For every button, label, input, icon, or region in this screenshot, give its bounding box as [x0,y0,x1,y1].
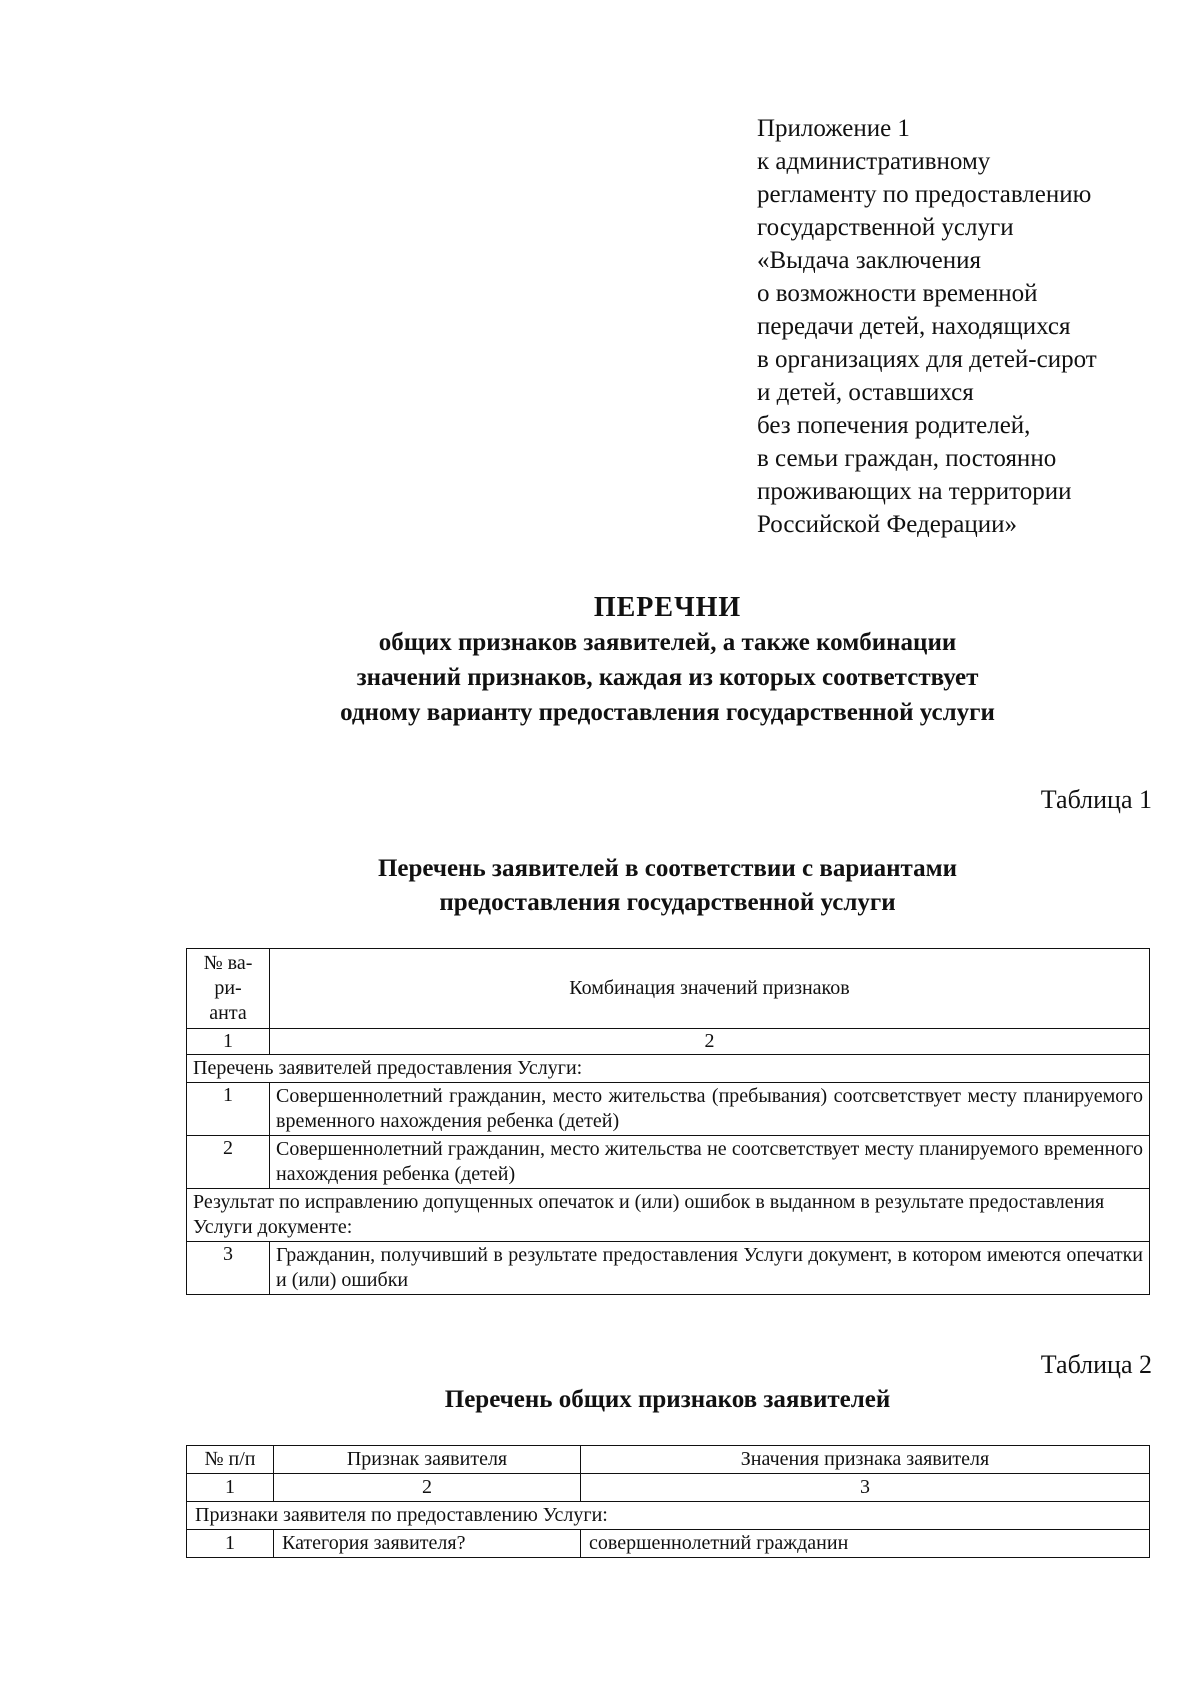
title-main: ПЕРЕЧНИ [593,592,742,623]
variant-number: 2 [187,1136,270,1189]
appendix-line: государственной услуги [757,214,1014,241]
table-row [187,1242,1150,1295]
appendix-line: «Выдача заключения [757,247,981,274]
table-row [187,1083,1150,1136]
header-combination: Комбинация значений признаков [270,949,1150,1029]
header-text: анта [209,1002,247,1024]
table1-title-line: предоставления государственной услуги [439,889,896,916]
applicants-table [186,948,1150,1295]
appendix-line: к административному [757,148,991,175]
appendix-line: в семьи граждан, постоянно [757,445,1057,472]
table2-label: Таблица 2 [1040,1350,1152,1379]
column-number: 2 [274,1474,581,1502]
header-feature-values: Значения признака заявителя [581,1446,1150,1474]
appendix-line: в организациях для детей-сирот [757,346,1097,373]
appendix-line: проживающих на территории [757,478,1072,505]
appendix-line: Приложение 1 [757,115,910,142]
appendix-line: о возможности временной [757,280,1038,307]
column-number: 3 [581,1474,1150,1502]
variant-description: Совершеннолетний гражданин, место жительства не соотсветствует месту планируемого временного нахождения ребенка (детей) [270,1136,1150,1189]
feature-name: Категория заявителя? [274,1530,581,1558]
table-header-row [187,949,1150,1029]
variant-number: 3 [187,1242,270,1295]
header-row-number: № п/п [187,1446,274,1474]
appendix-line: и детей, оставшихся [757,379,974,406]
header-feature: Признак заявителя [274,1446,581,1474]
document-title [150,590,1185,730]
section-heading: Признаки заявителя по предоставлению Услуги: [187,1502,1150,1530]
appendix-line: Российской Федерации» [757,511,1018,538]
table2-title: Перечень общих признаков заявителей [444,1386,891,1413]
variant-description: Совершеннолетний гражданин, место жительства (пребывания) соотсветствует месту планируемого временного нахождения ребенка (детей) [270,1083,1150,1136]
appendix-line: передачи детей, находящихся [757,313,1071,340]
table-section-row [187,1502,1150,1530]
header-variant-number [187,949,270,1029]
feature-value: совершеннолетний гражданин [581,1530,1150,1558]
table1-label: Таблица 1 [1040,785,1152,814]
row-number: 1 [187,1530,274,1558]
table-row [187,1136,1150,1189]
table-number-row [187,1029,1150,1055]
table-section-row [187,1055,1150,1083]
appendix-line: без попечения родителей, [757,412,1031,439]
table-number-row [187,1474,1150,1502]
variant-number: 1 [187,1083,270,1136]
title-line: значений признаков, каждая из которых соответствует [356,664,979,691]
header-text: ри- [214,977,242,999]
column-number: 1 [187,1474,274,1502]
features-table [186,1445,1150,1558]
table1-title [150,852,1185,920]
appendix-line: регламенту по предоставлению [757,181,1092,208]
column-number: 1 [187,1029,270,1055]
variant-description: Гражданин, получивший в результате предоставления Услуги документ, в котором имеются опечатки и (или) ошибки [270,1242,1150,1295]
title-line: общих признаков заявителей, а также комбинации [378,629,957,656]
section-heading: Перечень заявителей предоставления Услуги: [187,1055,1150,1083]
table1-title-line: Перечень заявителей в соответствии с вариантами [377,855,958,882]
column-number: 2 [270,1029,1150,1055]
title-line: одному варианту предоставления государственной услуги [340,699,995,726]
table-header-row [187,1446,1150,1474]
table-row [187,1530,1150,1558]
header-text: № ва- [203,952,253,974]
table-section-row [187,1189,1150,1242]
section-heading: Результат по исправлению допущенных опечаток и (или) ошибок в выданном в результате предоставления Услуги документе: [187,1189,1150,1242]
appendix-header [757,112,1177,541]
